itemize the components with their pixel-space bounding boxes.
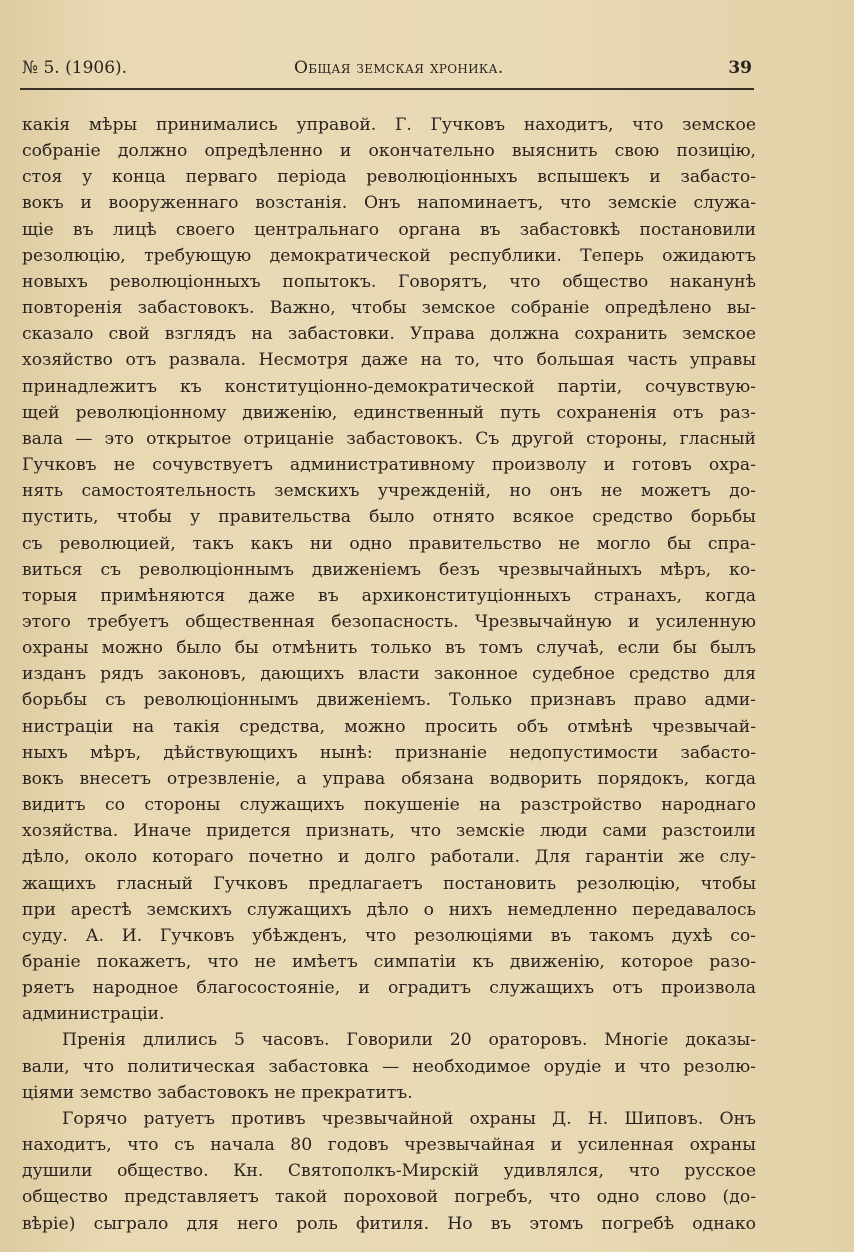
text-line: охраны можно было бы отмѣнить только въ томъ случаѣ, если бы былъ xyxy=(22,638,756,659)
text-line: при арестѣ земскихъ служащихъ дѣло о нихъ немедленно передавалось xyxy=(22,899,756,920)
text-line: виться съ революціоннымъ движеніемъ безъ чрезвычайныхъ мѣръ, ко- xyxy=(22,559,756,580)
running-header xyxy=(22,58,752,84)
text-line: хозяйство отъ развала. Несмотря даже на то, что большая часть управы xyxy=(22,350,756,371)
text-line: собраніе должно опредѣленно и окончательно выяснить свою позицію, xyxy=(22,141,756,162)
text-line: вокъ и вооруженнаго возстанія. Онъ напоминаетъ, что земскіе служа- xyxy=(22,193,756,214)
text-line: новыхъ революціонныхъ попытокъ. Говорятъ, что общество наканунѣ xyxy=(22,271,756,292)
text-line: Пренія длились 5 часовъ. Говорили 20 ораторовъ. Многіе доказы- xyxy=(62,1030,756,1051)
text-line: какія мѣры принимались управой. Г. Гучковъ находитъ, что земское xyxy=(22,115,756,135)
text-line: щіе въ лицѣ своего центральнаго органа въ забастовкѣ постановили xyxy=(22,219,756,240)
issue-number: № 5. (1906). xyxy=(22,58,128,78)
text-line: вѣріе) сыграло для него роль фитиля. Но въ этомъ погребѣ однако xyxy=(22,1213,756,1234)
text-line: ныхъ мѣръ, дѣйствующихъ нынѣ: признаніе недопустимости забасто- xyxy=(22,742,756,763)
text-line: дѣло, около котораго почетно и долго работали. Для гарантіи же слу- xyxy=(22,847,756,868)
text-line: этого требуетъ общественная безопасность. Чрезвычайную и усиленную xyxy=(22,611,756,632)
text-line: принадлежитъ къ конституціонно-демократической партіи, сочувствую- xyxy=(22,376,756,397)
text-line: вала — это открытое отрицаніе забастовокъ. Съ другой стороны, гласный xyxy=(22,428,756,449)
text-line: ціями земство забастовокъ не прекратитъ. xyxy=(22,1082,413,1103)
text-line: общество представляетъ такой пороховой погребъ, что одно слово (до- xyxy=(22,1187,756,1208)
page-number: 39 xyxy=(728,58,752,78)
text-line: вокъ внесетъ отрезвленіе, а управа обязана водворить порядокъ, когда xyxy=(22,768,756,789)
text-line: суду. А. И. Гучковъ убѣжденъ, что резолюціями въ такомъ духѣ со- xyxy=(22,925,756,946)
text-line: ряетъ народное благосостояніе, и оградитъ служащихъ отъ произвола xyxy=(22,978,756,999)
text-line: нистраціи на такія средства, можно просить объ отмѣнѣ чрезвычай- xyxy=(22,716,756,737)
body-text xyxy=(22,112,756,1237)
text-line: изданъ рядъ законовъ, дающихъ власти законное судебное средство для xyxy=(22,664,756,685)
section-title: Общая земская хроника. xyxy=(294,58,504,78)
text-line: видитъ со стороны служащихъ покушеніе на разстройство народнаго xyxy=(22,795,756,816)
text-line: находитъ, что съ начала 80 годовъ чрезвычайная и усиленная охраны xyxy=(22,1135,756,1156)
text-line: вали, что политическая забастовка — необходимое орудіе и что резолю- xyxy=(22,1056,756,1077)
text-line: администраціи. xyxy=(22,1004,165,1025)
text-line: хозяйства. Иначе придется признать, что земскіе люди сами разстоили xyxy=(22,821,756,842)
text-line: браніе покажетъ, что не имѣетъ симпатіи къ движенію, которое разо- xyxy=(22,952,756,972)
text-line: душили общество. Кн. Святополкъ-Мирскій удивлялся, что русское xyxy=(22,1161,756,1182)
text-line: стоя у конца перваго періода революціонныхъ вспышекъ и забасто- xyxy=(22,167,756,188)
header-rule xyxy=(20,88,754,90)
text-line: пустить, чтобы у правительства было отнято всякое средство борьбы xyxy=(22,507,756,528)
text-line: Горячо ратуетъ противъ чрезвычайной охраны Д. Н. Шиповъ. Онъ xyxy=(62,1108,756,1129)
text-line: нять самостоятельность земскихъ учрежденій, но онъ не можетъ до- xyxy=(22,481,756,502)
text-line: борьбы съ революціоннымъ движеніемъ. Только признавъ право адми- xyxy=(22,690,756,711)
text-line: щей революціонному движенію, единственный путь сохраненія отъ раз- xyxy=(22,402,756,423)
text-line: съ революцией, такъ какъ ни одно правительство не могло бы спра- xyxy=(22,533,756,554)
text-line: Гучковъ не сочувствуетъ административному произволу и готовъ охра- xyxy=(22,455,756,476)
text-line: резолюцію, требующую демократической республики. Теперь ожидаютъ xyxy=(22,245,756,266)
text-line: сказало свой взглядъ на забастовки. Управа должна сохранить земское xyxy=(22,324,756,345)
text-line: повторенія забастовокъ. Важно, чтобы земское собраніе опредѣлено вы- xyxy=(22,298,756,319)
text-line: торыя примѣняются даже въ архиконституціонныхъ странахъ, когда xyxy=(22,585,756,606)
text-line: жащихъ гласный Гучковъ предлагаетъ постановить резолюцію, чтобы xyxy=(22,873,756,894)
